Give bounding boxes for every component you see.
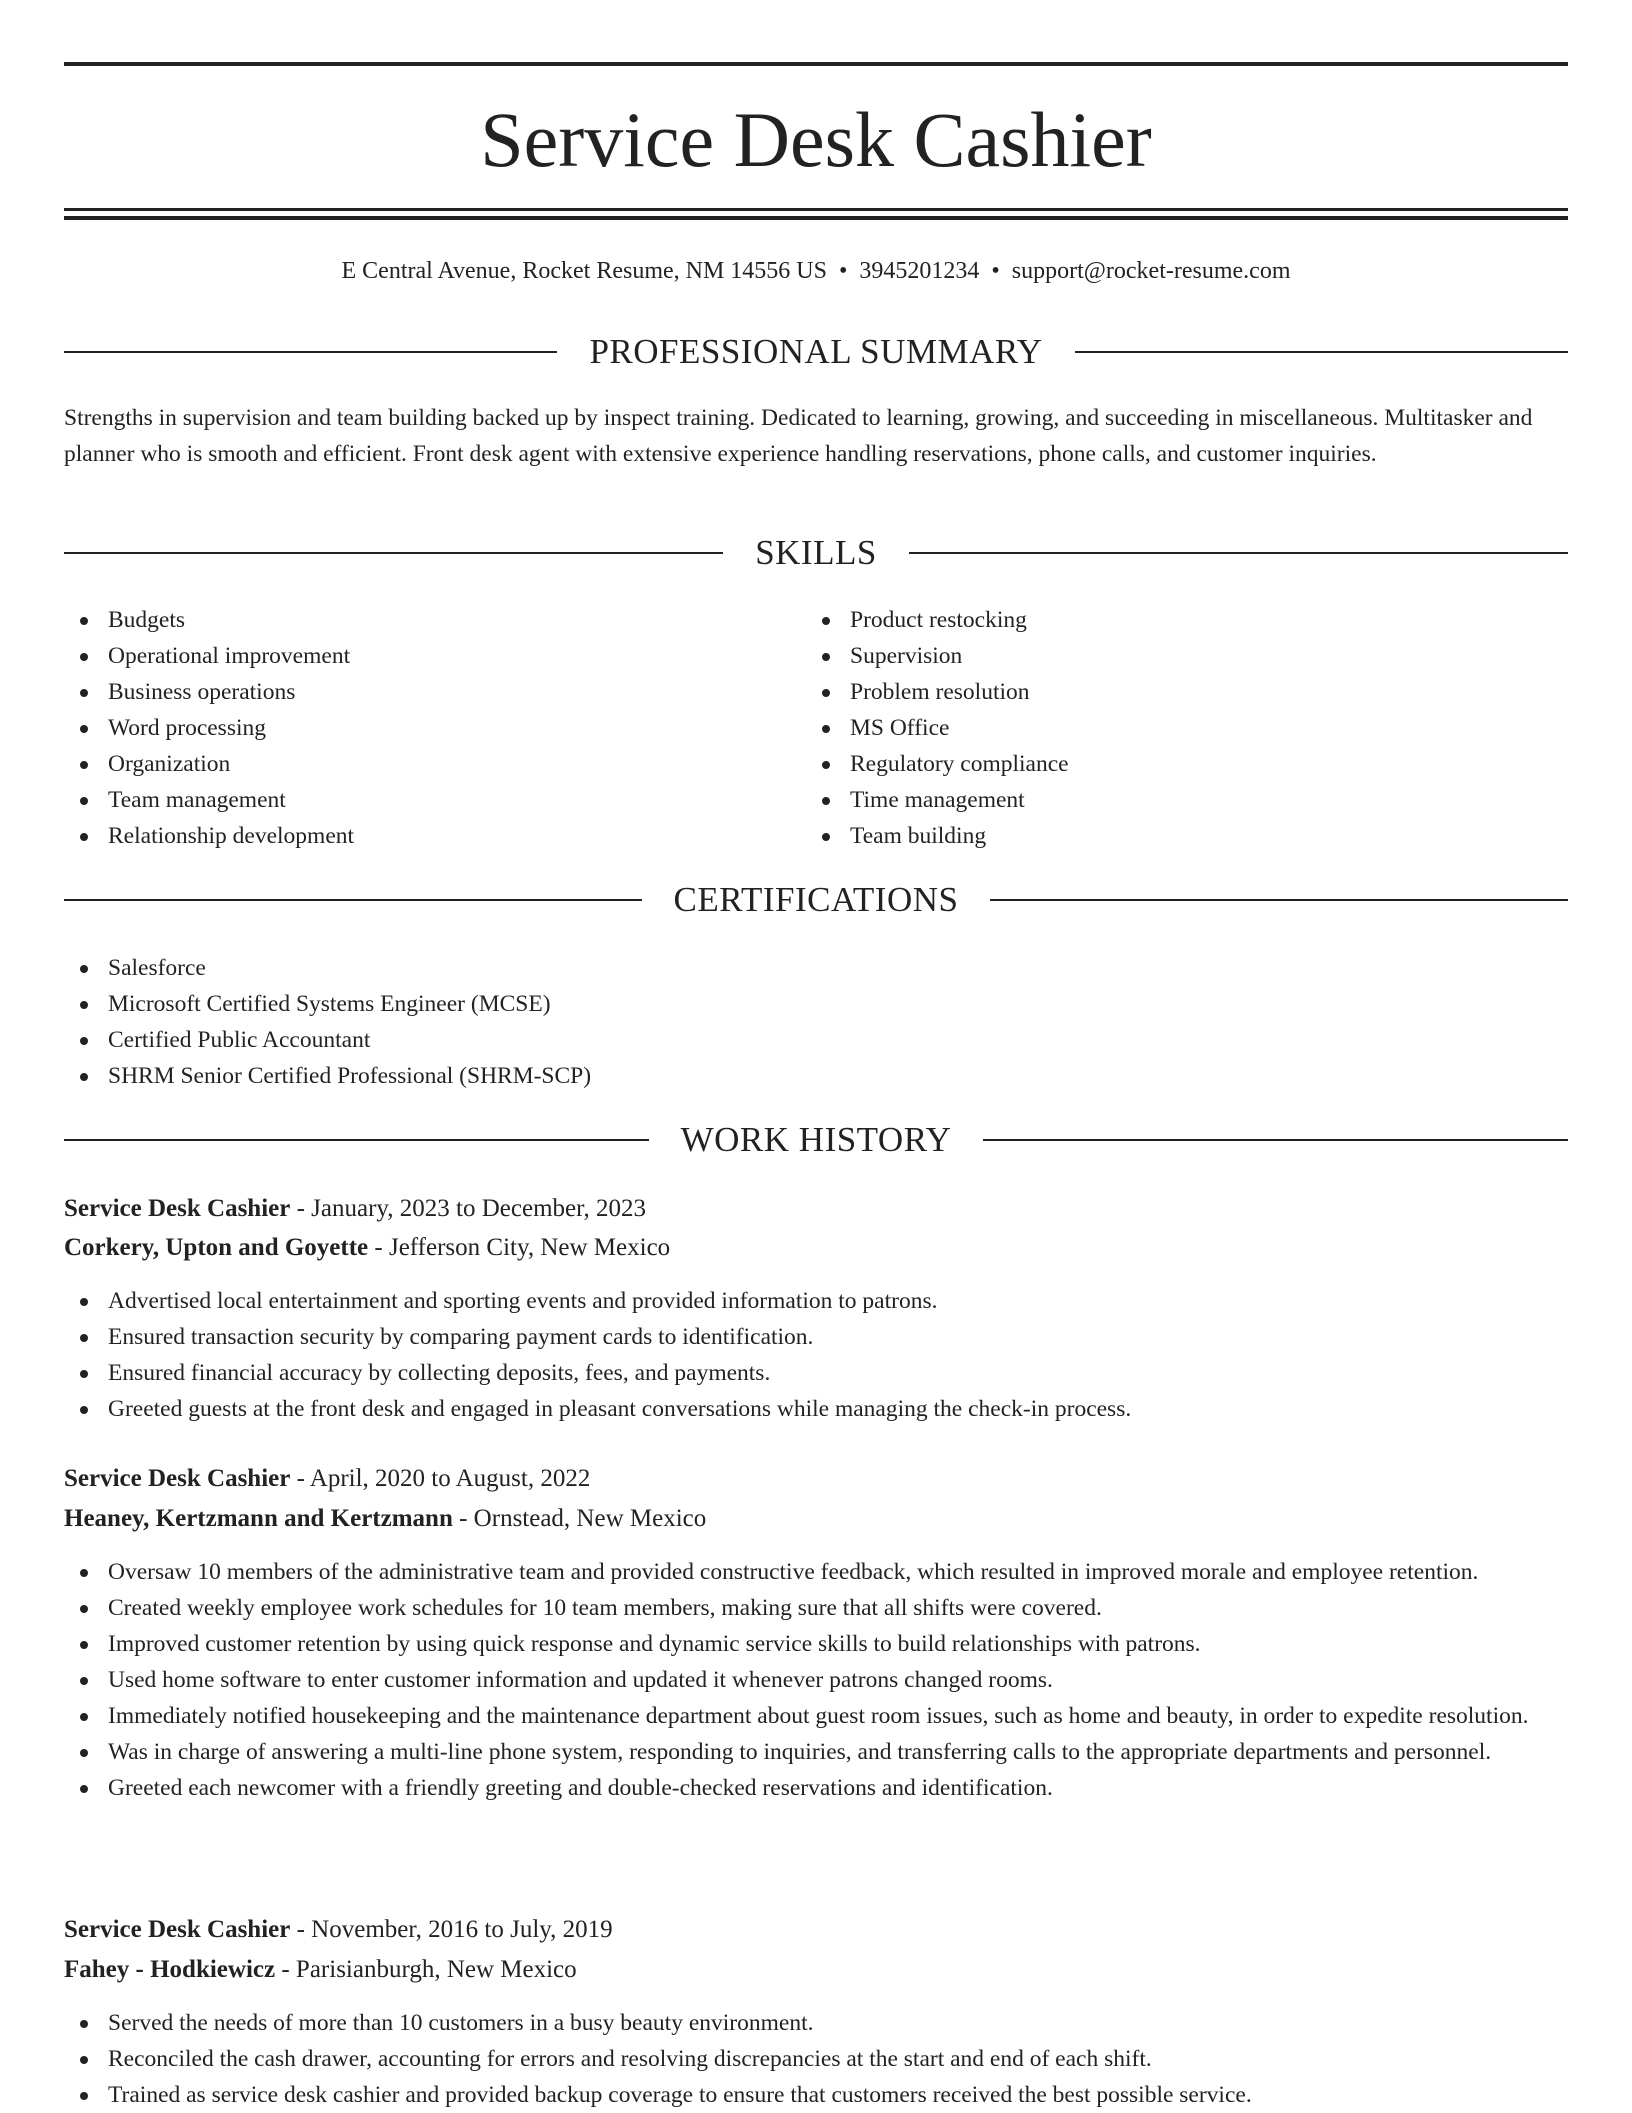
job-dates: - April, 2020 to August, 2022	[290, 1465, 591, 1492]
job-dates: - January, 2023 to December, 2023	[290, 1195, 646, 1222]
skill-item: Operational improvement	[64, 638, 804, 674]
job-bullet: Trained as service desk cashier and provided backup coverage to ensure that customers received the best possible service.	[64, 2077, 1568, 2113]
heading-rule	[64, 899, 642, 901]
contact-separator: •	[991, 258, 1000, 284]
contact-line	[64, 254, 1568, 288]
job-location: - Jefferson City, New Mexico	[368, 1234, 671, 1261]
title-rule-upper	[64, 208, 1568, 211]
job-title: Service Desk Cashier	[64, 1465, 291, 1492]
job-bullet: Ensured financial accuracy by collecting deposits, fees, and payments.	[64, 1355, 1568, 1391]
contact-separator: •	[838, 258, 848, 284]
job-company-line	[64, 1229, 1568, 1267]
heading-rule	[1075, 351, 1568, 353]
job-bullet: Immediately notified housekeeping and the maintenance department about guest room issues, such as home and beauty, in order to expedite resolution.	[64, 1698, 1568, 1734]
skill-item: Supervision	[806, 638, 1566, 674]
section-title: WORK HISTORY	[680, 1120, 952, 1159]
job-bullet: Advertised local entertainment and sporting events and provided information to patrons.	[64, 1283, 1568, 1319]
skills-list-right	[806, 602, 1566, 854]
contact-address: E Central Avenue, Rocket Resume, NM 14556 US	[341, 258, 827, 284]
summary-text: Strengths in supervision and team building backed up by inspect training. Dedicated to learning, growing, and succeeding in miscellaneous. Multitasker and planner who is smooth and efficient. Front desk agent with extensive experience handling reservations, phone calls, and customer inquiries.	[64, 405, 1533, 467]
job-location: - Ornstead, New Mexico	[452, 1505, 707, 1532]
job-company: Heaney, Kertzmann and Kertzmann	[64, 1505, 453, 1532]
job-bullet: Created weekly employee work schedules for 10 team members, making sure that all shifts were covered.	[64, 1590, 1568, 1626]
section-heading-certifications	[64, 878, 1568, 922]
job-dates: - November, 2016 to July, 2019	[290, 1916, 613, 1943]
skill-item: Organization	[64, 746, 804, 782]
skill-item: Problem resolution	[806, 674, 1566, 710]
job-title: Service Desk Cashier	[64, 1195, 291, 1222]
heading-rule	[64, 1139, 649, 1141]
job-bullet: Improved customer retention by using quick response and dynamic service skills to build relationships with patrons.	[64, 1626, 1568, 1662]
job-bullet: Greeted guests at the front desk and engaged in pleasant conversations while managing the check-in process.	[64, 1391, 1568, 1427]
skill-item: Product restocking	[806, 602, 1566, 638]
heading-rule	[64, 552, 723, 554]
resume-title: Service Desk Cashier	[480, 96, 1152, 183]
contact-email: support@rocket-resume.com	[1011, 258, 1291, 284]
job-bullets	[64, 1283, 1568, 1427]
certification-item: Certified Public Accountant	[64, 1022, 1568, 1058]
heading-rule	[909, 552, 1568, 554]
job-title-line	[64, 1911, 1568, 1949]
skill-item: Word processing	[64, 710, 804, 746]
skill-item: Time management	[806, 782, 1566, 818]
job-title: Service Desk Cashier	[64, 1916, 291, 1943]
heading-rule	[64, 351, 557, 353]
skill-item: MS Office	[806, 710, 1566, 746]
job-bullet: Oversaw 10 members of the administrative team and provided constructive feedback, which resulted in improved morale and employee retention.	[64, 1554, 1568, 1590]
job-bullet: Used home software to enter customer information and updated it whenever patrons changed rooms.	[64, 1662, 1568, 1698]
heading-rule	[983, 1139, 1568, 1141]
skill-item: Team building	[806, 818, 1566, 854]
skills-list-left	[64, 602, 804, 854]
job-bullet: Ensured transaction security by comparing payment cards to identification.	[64, 1319, 1568, 1355]
top-rule	[64, 62, 1568, 66]
section-title: CERTIFICATIONS	[673, 880, 959, 919]
job-bullets	[64, 1554, 1568, 1806]
job-company-line	[64, 1951, 1568, 1989]
certification-item: Microsoft Certified Systems Engineer (MCSE)	[64, 986, 1568, 1022]
job-title-line	[64, 1460, 1568, 1498]
job-title-line	[64, 1190, 1568, 1228]
certification-item: Salesforce	[64, 950, 1568, 986]
skill-item: Business operations	[64, 674, 804, 710]
job-bullet: Served the needs of more than 10 customers in a busy beauty environment.	[64, 2005, 1568, 2041]
job-bullets	[64, 2005, 1568, 2113]
skill-item: Team management	[64, 782, 804, 818]
title-rule-lower	[64, 216, 1568, 220]
skill-item: Regulatory compliance	[806, 746, 1566, 782]
section-heading-summary	[64, 330, 1568, 374]
contact-phone: 3945201234	[859, 258, 980, 284]
certifications-list	[64, 950, 1568, 1094]
skill-item: Budgets	[64, 602, 804, 638]
section-heading-work-history	[64, 1118, 1568, 1162]
job-company: Corkery, Upton and Goyette	[64, 1234, 369, 1261]
job-bullet: Greeted each newcomer with a friendly greeting and double-checked reservations and identification.	[64, 1770, 1568, 1806]
heading-rule	[990, 899, 1568, 901]
job-company-line	[64, 1500, 1568, 1538]
section-heading-skills	[64, 531, 1568, 575]
skill-item: Relationship development	[64, 818, 804, 854]
job-bullet: Reconciled the cash drawer, accounting for errors and resolving discrepancies at the start and end of each shift.	[64, 2041, 1568, 2077]
job-bullet: Was in charge of answering a multi-line phone system, responding to inquiries, and transferring calls to the appropriate departments and personnel.	[64, 1734, 1568, 1770]
certification-item: SHRM Senior Certified Professional (SHRM-SCP)	[64, 1058, 1568, 1094]
job-location: - Parisianburgh, New Mexico	[275, 1956, 577, 1983]
section-title: PROFESSIONAL SUMMARY	[589, 332, 1043, 371]
section-title: SKILLS	[755, 533, 877, 572]
job-company: Fahey - Hodkiewicz	[64, 1956, 276, 1983]
